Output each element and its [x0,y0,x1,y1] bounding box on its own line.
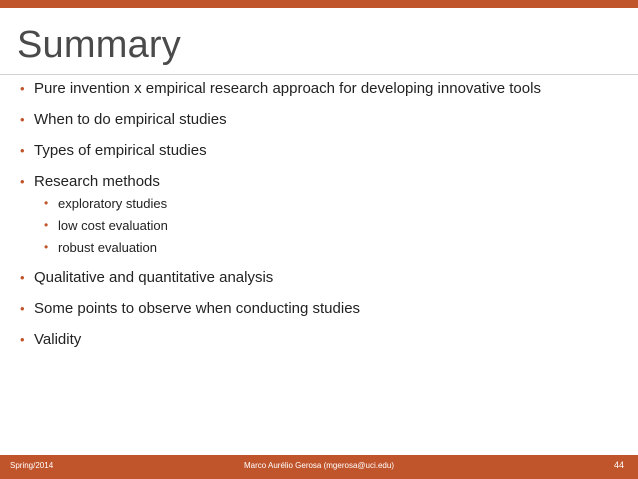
bullet-text: Pure invention x empirical research approach for developing innovative tools [34,80,541,97]
bullet-dot-icon: • [20,174,25,189]
slide-footer [0,455,638,479]
bullet-item [20,80,620,98]
title-divider [0,74,638,75]
bullet-item [20,142,620,160]
bullet-dot-icon: • [20,112,25,127]
sub-bullet-item [44,217,620,234]
sub-bullet-dot-icon: • [44,196,49,210]
bullet-dot-icon: • [20,301,25,316]
bullet-item [20,111,620,129]
bullet-text: Research methods [34,173,160,190]
bullet-text: When to do empirical studies [34,111,227,128]
bullet-dot-icon: • [20,81,25,96]
bullet-dot-icon: • [20,332,25,347]
slide-title: Summary [17,24,181,66]
sub-bullet-item [44,239,620,256]
bullet-dot-icon: • [20,270,25,285]
sub-bullet-item [44,195,620,212]
bullet-item [20,269,620,287]
footer-term: Spring/2014 [10,461,54,470]
bullet-text: Validity [34,331,82,348]
sub-bullet-dot-icon: • [44,240,49,254]
bullet-text: Qualitative and quantitative analysis [34,269,274,286]
top-accent-bar [0,0,638,8]
sub-bullet-text: low cost evaluation [58,218,168,233]
sub-bullet-text: exploratory studies [58,196,168,211]
sub-bullet-dot-icon: • [44,218,49,232]
bullet-text: Some points to observe when conducting studies [34,300,361,317]
sub-bullet-list [34,195,620,256]
sub-bullet-text: robust evaluation [58,240,158,255]
bullet-item [20,173,620,256]
bullet-dot-icon: • [20,143,25,158]
bullet-item [20,300,620,318]
page-number: 44 [613,460,624,470]
bullet-list [20,80,620,349]
bullet-item [20,331,620,349]
bullet-text: Types of empirical studies [34,142,207,159]
footer-author: Marco Aurélio Gerosa (mgerosa@uci.edu) [244,461,394,470]
